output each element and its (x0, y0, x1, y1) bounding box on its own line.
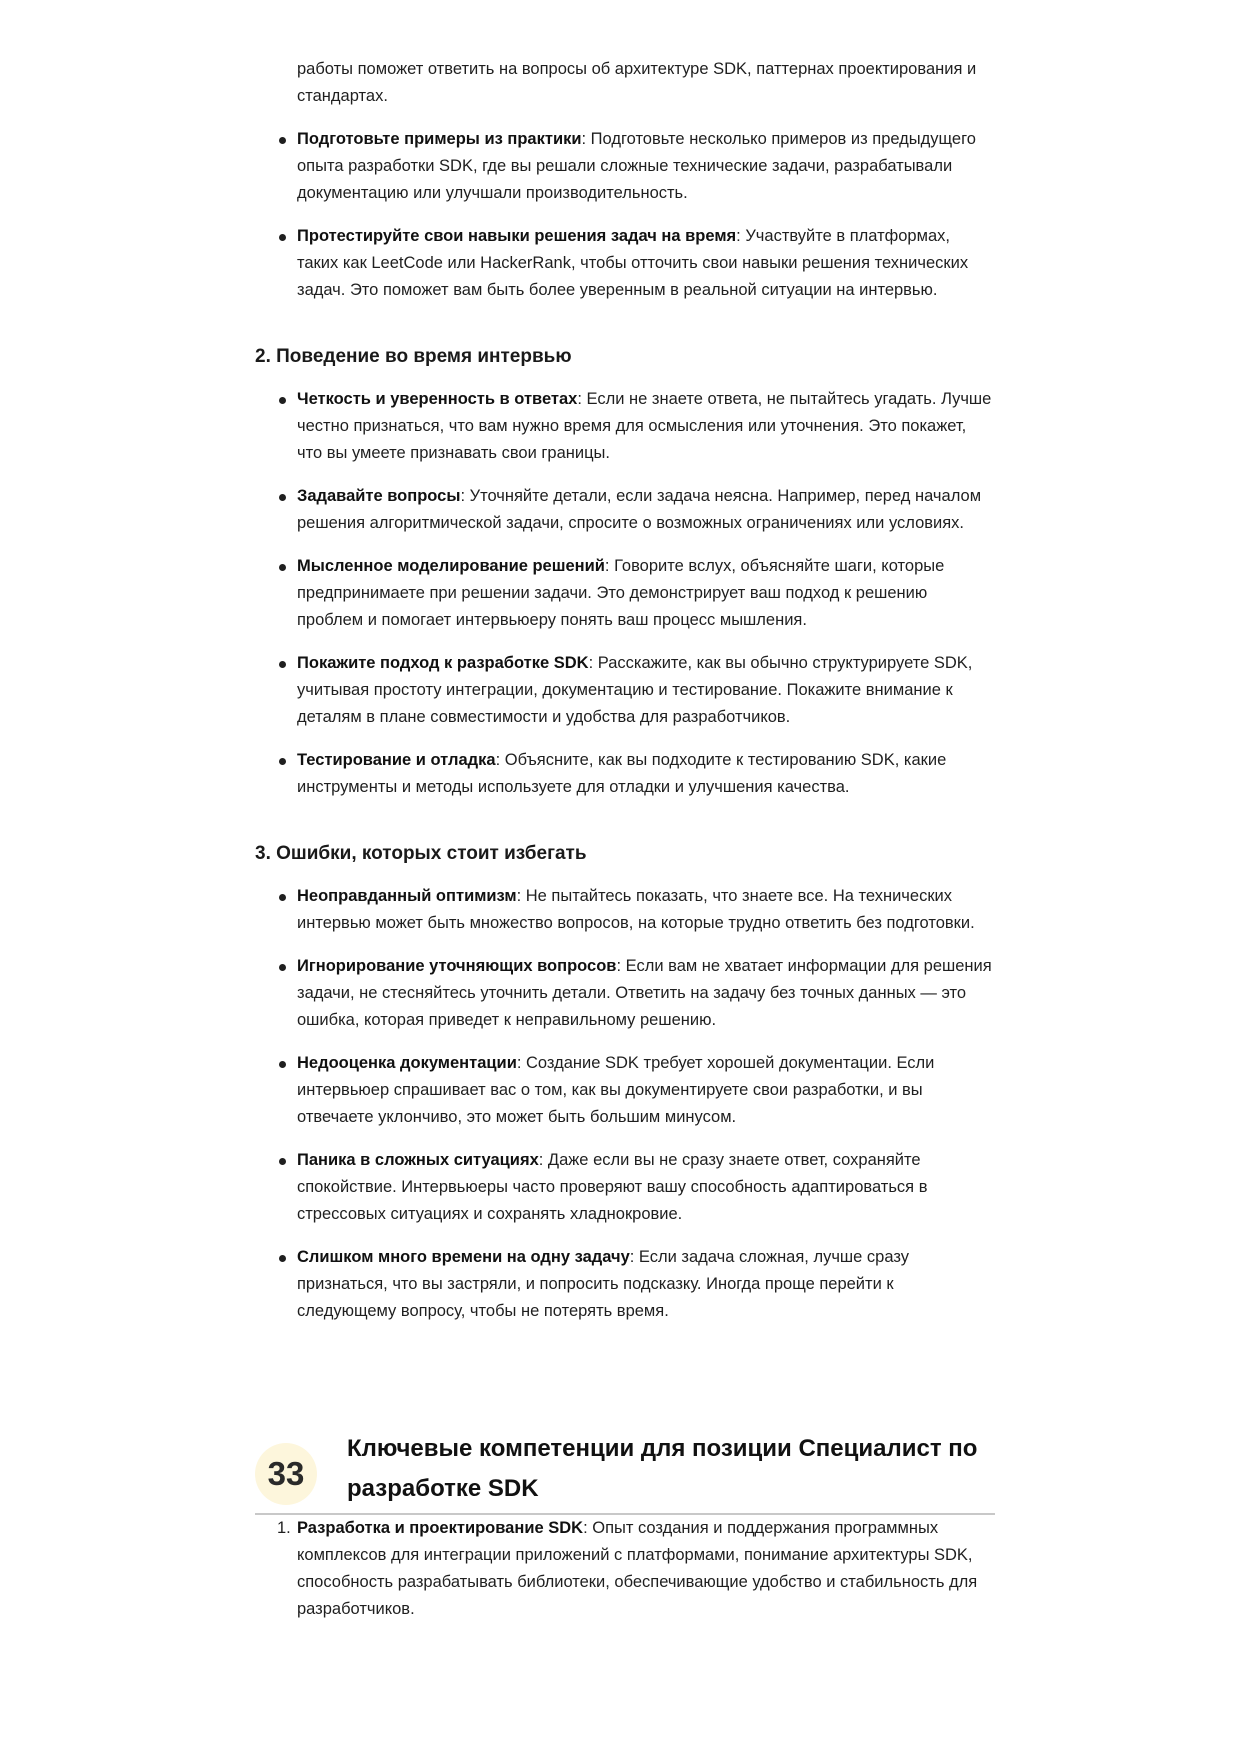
item-text: : Расскажите, как вы обычно структурируете SDK, учитывая простоту интеграции, документацию и тестирование. Покажите внимание к деталям в плане совместимости и удобства для разработчиков. (297, 654, 973, 726)
section-number-badge: 33 (255, 1443, 317, 1505)
section-33-header (255, 1429, 995, 1515)
item-heading: Мысленное моделирование решений (297, 557, 605, 575)
list-item (255, 1515, 995, 1623)
list-item (255, 1050, 995, 1131)
item-text: : Уточняйте детали, если задача неясна. Например, перед началом решения алгоритмической задачи, спросите о возможных ограничениях или условиях. (297, 487, 982, 532)
item-text: : Если не знаете ответа, не пытайтесь угадать. Лучше честно признаться, что вам нужно время для осмысления или уточнения. Это покажет, что вы умеете признавать свои границы. (297, 390, 992, 462)
item-text: : Говорите вслух, объясняйте шаги, которые предпринимаете при решении задачи. Это демонстрирует ваш подход к решению проблем и помогает интервьюеру понять ваш процесс мышления. (297, 557, 945, 629)
item-text: : Подготовьте несколько примеров из предыдущего опыта разработки SDK, где вы решали сложные технические задачи, разрабатывали документацию или улучшали производительность. (297, 130, 976, 202)
item-text: : Если задача сложная, лучше сразу признаться, что вы застряли, и попросить подсказку. Иногда проще перейти к следующему вопросу, чтобы не потерять время. (297, 1248, 909, 1320)
item-text: : Создание SDK требует хорошей документации. Если интервьюер спрашивает вас о том, как вы документируете свои разработки, и вы отвечаете уклончиво, это может быть большим минусом. (297, 1054, 935, 1126)
item-heading: Слишком много времени на одну задачу (297, 1248, 630, 1266)
list-item (255, 953, 995, 1034)
item-text: : Участвуйте в платформах, таких как LeetCode или HackerRank, чтобы отточить свои навыки решения технических задач. Это поможет вам быть более уверенным в реальной ситуации на интервью. (297, 227, 969, 299)
item-number: 1. (277, 1519, 291, 1537)
item-text: : Объясните, как вы подходите к тестированию SDK, какие инструменты и методы используете для отладки и улучшения качества. (297, 751, 947, 796)
list-item (255, 747, 995, 801)
item-heading: Паника в сложных ситуациях (297, 1151, 539, 1169)
item-heading: Четкость и уверенность в ответах (297, 390, 578, 408)
list-item (255, 223, 995, 304)
intro-paragraph: работы поможет ответить на вопросы об архитектуре SDK, паттернах проектирования и стандартах. (297, 60, 977, 105)
section-2-bullet-list (255, 386, 995, 801)
item-heading: Покажите подход к разработке SDK (297, 654, 589, 672)
item-heading: Тестирование и отладка (297, 751, 496, 769)
list-item (255, 553, 995, 634)
item-heading: Неоправданный оптимизм (297, 887, 517, 905)
list-item (255, 126, 995, 207)
item-text: : Не пытайтесь показать, что знаете все. На технических интервью может быть множество вопросов, на которые трудно ответить без подготовки. (297, 887, 975, 932)
item-heading: Недооценка документации (297, 1054, 517, 1072)
section-3-bullet-list (255, 883, 995, 1325)
section-33-title: Ключевые компетенции для позиции Специалист по разработке SDK (347, 1435, 978, 1502)
item-text: : Опыт создания и поддержания программных комплексов для интеграции приложений с платформами, понимание архитектуры SDK, способность разрабатывать библиотеки, обеспечивающие удобство и стабильность для разработчиков. (297, 1519, 978, 1618)
section-2-heading: 2. Поведение во время интервью (255, 346, 572, 367)
list-item (255, 883, 995, 937)
item-heading: Разработка и проектирование SDK (297, 1519, 584, 1537)
document-content (255, 56, 995, 1623)
item-text: : Если вам не хватает информации для решения задачи, не стесняйтесь уточнить детали. Ответить на задачу без точных данных — это ошибка, которая приведет к неправильному решению. (297, 957, 992, 1029)
section-3-heading: 3. Ошибки, которых стоит избегать (255, 843, 587, 864)
intro-bullet-list (255, 126, 995, 304)
item-text: : Даже если вы не сразу знаете ответ, сохраняйте спокойствие. Интервьюеры часто проверяют вашу способность адаптироваться в стрессовых ситуациях и сохранять хладнокровие. (297, 1151, 928, 1223)
item-heading: Игнорирование уточняющих вопросов (297, 957, 617, 975)
list-item (255, 1147, 995, 1228)
list-item (255, 386, 995, 467)
competencies-numbered-list (255, 1515, 995, 1623)
item-heading: Задавайте вопросы (297, 487, 461, 505)
list-item (255, 650, 995, 731)
list-item (255, 483, 995, 537)
list-item (255, 1244, 995, 1325)
item-heading: Подготовьте примеры из практики (297, 130, 582, 148)
item-heading: Протестируйте свои навыки решения задач на время (297, 227, 737, 245)
